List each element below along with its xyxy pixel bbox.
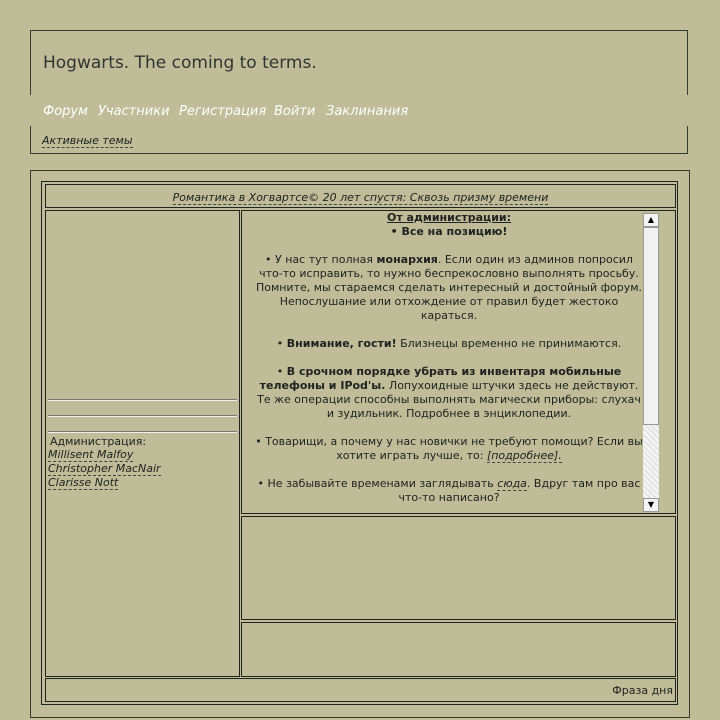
active-topics-link[interactable]: Активные темы bbox=[42, 134, 133, 147]
announcement-panel[interactable] bbox=[241, 210, 676, 514]
announce-text-part: . Вдруг там про вас что-то написано? bbox=[398, 477, 641, 504]
scroll-up-icon[interactable]: ▲ bbox=[643, 213, 659, 227]
admin-link[interactable]: Millisent Malfoy bbox=[48, 448, 134, 461]
announce-heading: От администрации: bbox=[386, 211, 512, 224]
footer-bar bbox=[45, 678, 676, 702]
announce-text-part: Близнецы временно не принимаются. bbox=[396, 337, 622, 350]
phrase-of-day: Фраза дня bbox=[612, 684, 673, 697]
announce-text-part: • У нас тут полная bbox=[265, 253, 377, 266]
nav-forum-link[interactable]: Форум bbox=[43, 104, 88, 119]
sidebar-divider bbox=[48, 431, 237, 433]
nav-members-link[interactable]: Участники bbox=[98, 104, 170, 119]
announcement-text bbox=[254, 211, 644, 505]
announcement-scrollbar[interactable] bbox=[643, 213, 659, 512]
nav-login-link[interactable]: Войти bbox=[274, 104, 316, 119]
announce-text-part: • bbox=[276, 365, 287, 378]
admin-link[interactable]: Clarisse Nott bbox=[48, 476, 119, 489]
content-panel bbox=[241, 622, 676, 677]
forum-title-bar bbox=[45, 184, 676, 208]
main-frame bbox=[41, 181, 678, 705]
announce-bold: монархия bbox=[376, 253, 438, 266]
more-info-link[interactable]: [подробнее]. bbox=[486, 449, 562, 462]
nav-register-link[interactable]: Регистрация bbox=[179, 104, 267, 119]
admin-link[interactable]: Christopher MacNair bbox=[48, 462, 161, 475]
announce-text-part: • Не забывайте временами заглядывать bbox=[257, 477, 498, 490]
site-title: Hogwarts. The coming to terms. bbox=[43, 53, 317, 73]
scroll-thumb[interactable] bbox=[643, 227, 659, 425]
sidebar-panel bbox=[45, 210, 240, 677]
nav-spells-link[interactable]: Заклинания bbox=[326, 104, 409, 119]
admin-label: Администрация: bbox=[50, 435, 147, 448]
header-panel bbox=[30, 30, 688, 154]
announce-text-part: • bbox=[276, 337, 287, 350]
content-panel bbox=[241, 516, 676, 620]
announce-text-part: . Если один из админов попросил что-то исправить, то нужно беспрекословно выполнять просьбу. Помните, мы стараемся сделать интересный и достойный форум. Непослушание или отхождение от правил будет жестоко караться. bbox=[255, 253, 643, 322]
announce-bold: Внимание, гости! bbox=[286, 337, 397, 350]
nav-bar bbox=[30, 95, 692, 126]
here-link[interactable]: сюда bbox=[497, 477, 527, 490]
scroll-down-icon[interactable]: ▼ bbox=[643, 498, 659, 512]
announce-bold: В срочном порядке убрать из инвентаря мобильные телефоны и IPod'ы. bbox=[259, 365, 622, 392]
announce-line: • Все на позицию! bbox=[390, 225, 508, 238]
announce-text-part: Лопухоидные штучки здесь не действуют. Те же операции способны выполнять магически приборы: слухач и зудильник. Подробнее в энциклопедии. bbox=[257, 379, 641, 420]
sidebar-divider bbox=[48, 399, 237, 401]
forum-title-link[interactable]: Романтика в Хогвартсе© 20 лет спустя: Сквозь призму времени bbox=[172, 191, 549, 204]
sidebar-divider bbox=[48, 415, 237, 417]
announce-text-part: • Товарищи, а почему у нас новички не требуют помощи? Если вы хотите играть лучше, то: bbox=[255, 435, 643, 462]
